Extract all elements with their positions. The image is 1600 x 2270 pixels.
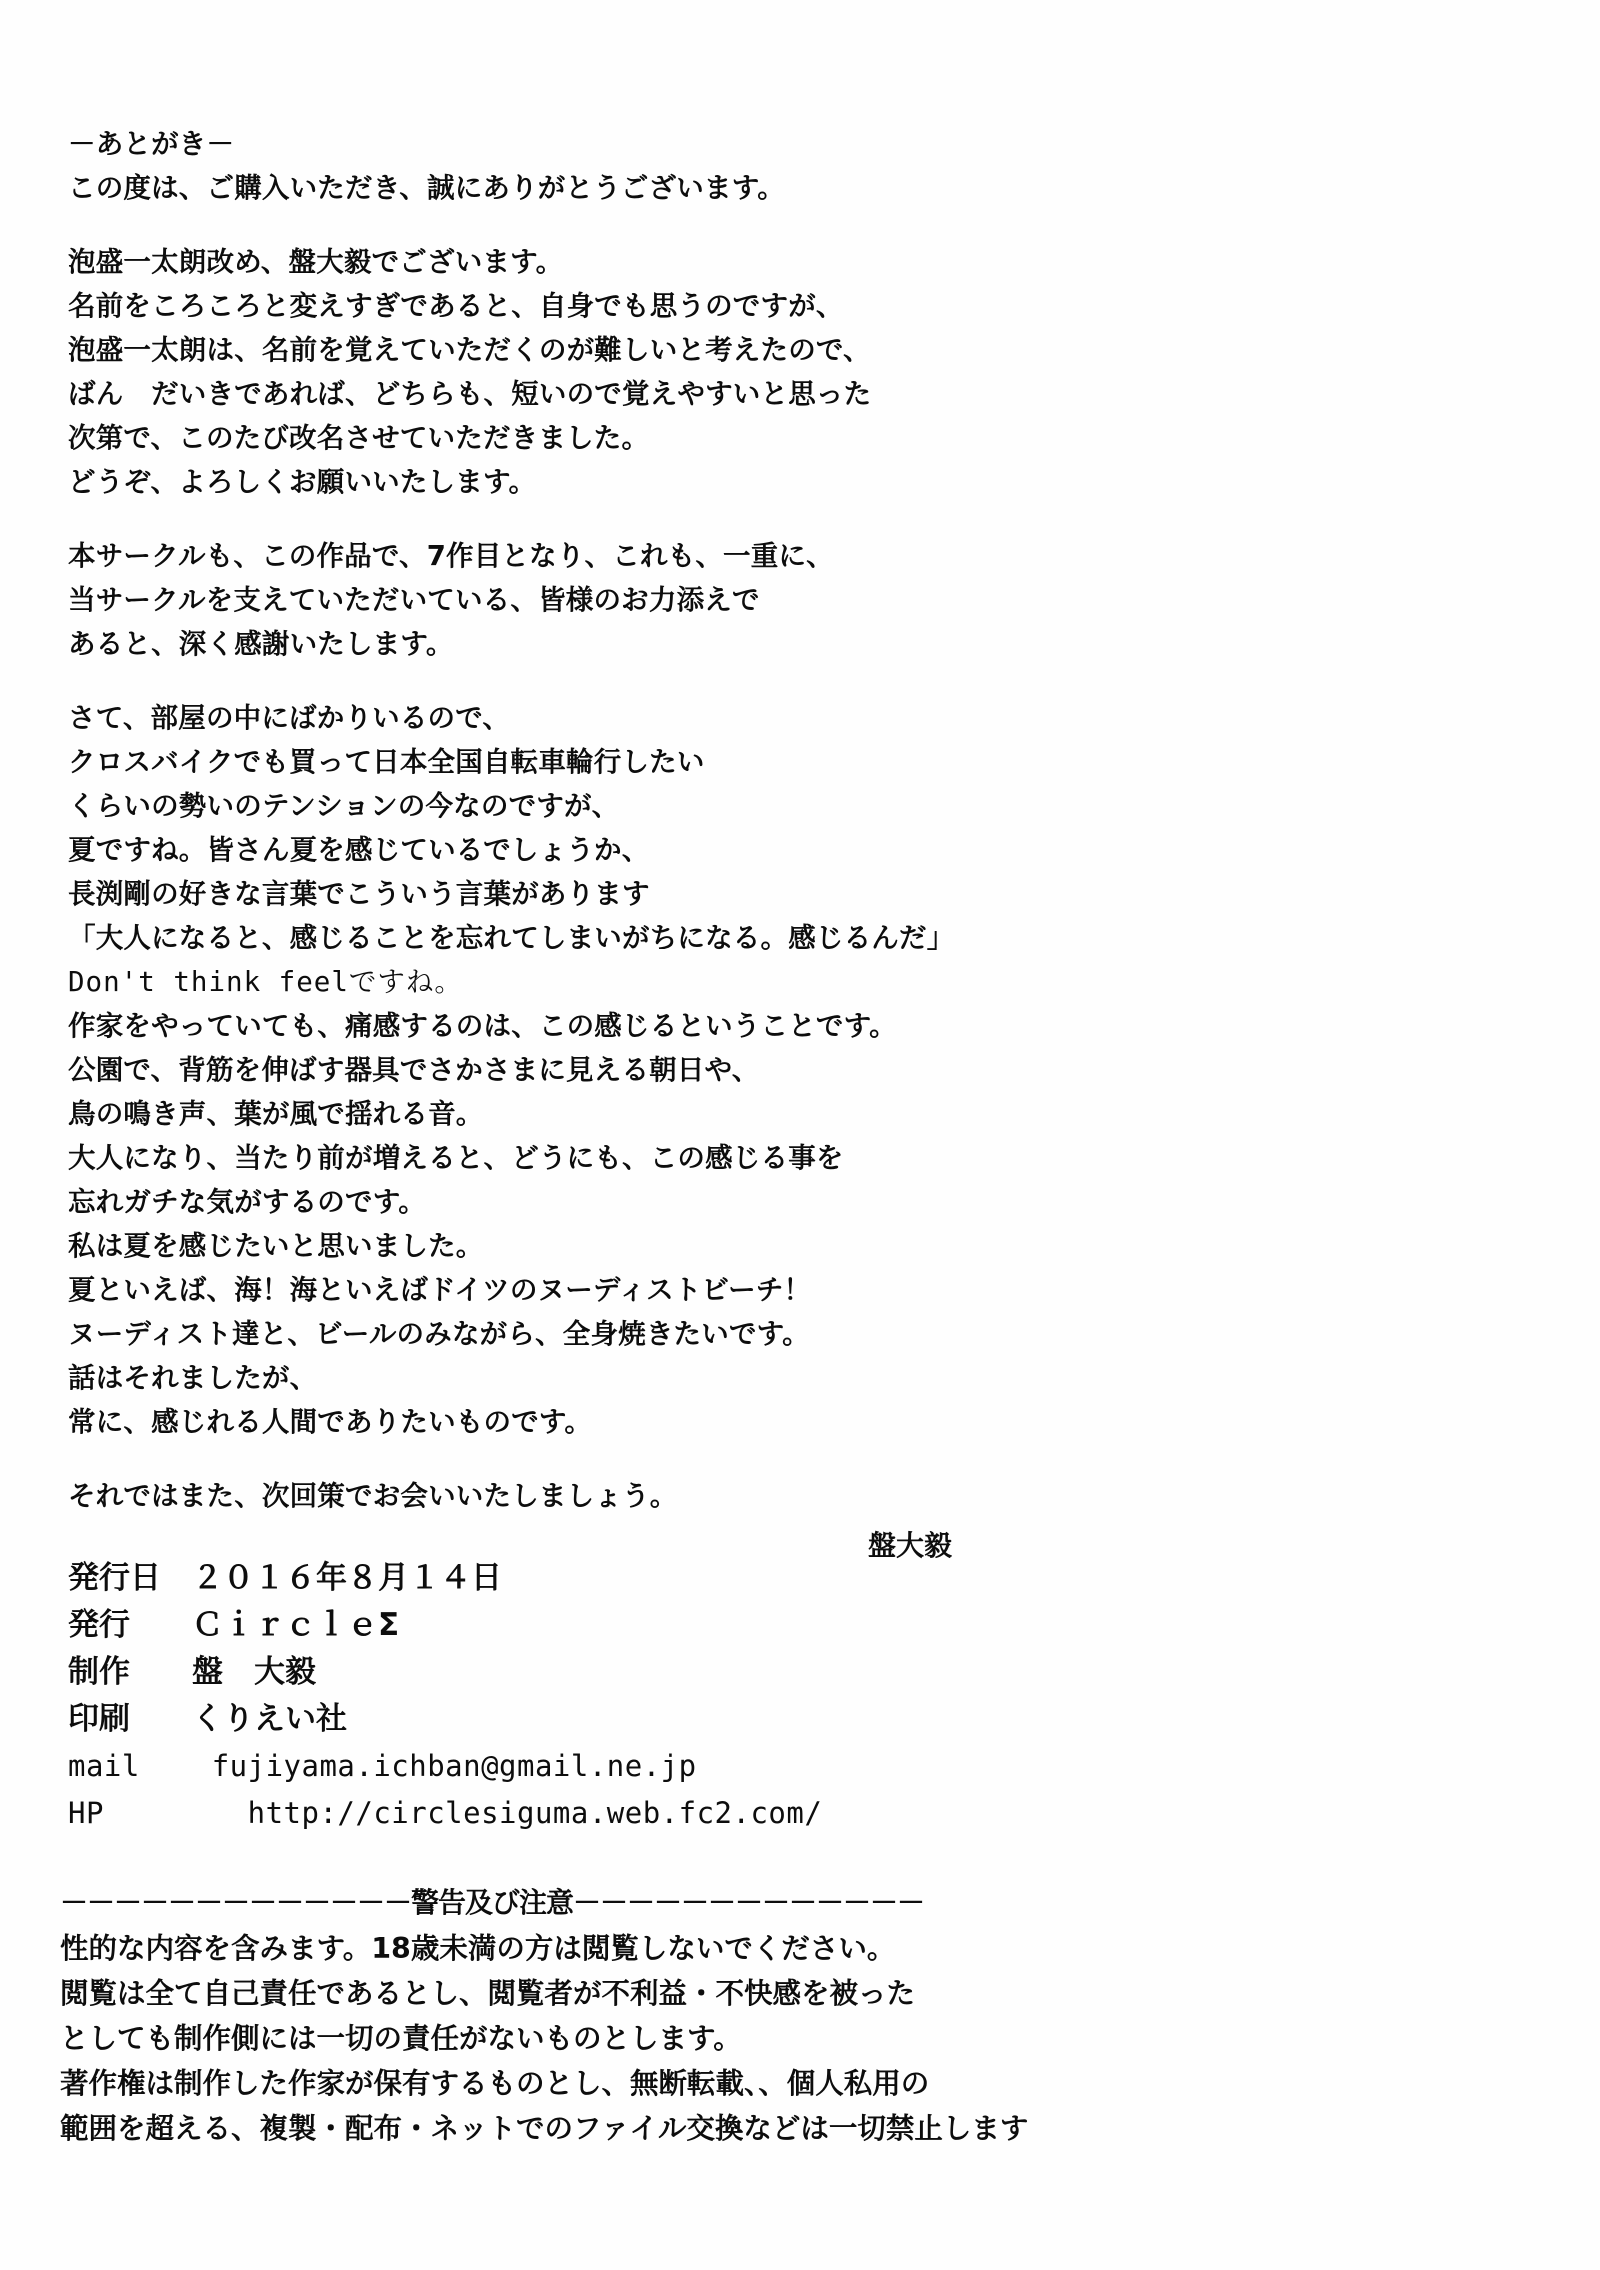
afterword-paragraph-summer (68, 696, 1508, 1444)
warning-title: 警告及び注意 (411, 1886, 574, 1919)
afterword-line: ばん だいきであれば、どちらも、短いので覚えやすいと思った (68, 378, 872, 410)
warning-line: 著作権は制作した作家が保有するものとし、無断転載、、個人私用の (60, 2067, 930, 2100)
afterword-line: 忘れガチな気がするのです。 (68, 1186, 426, 1218)
colophon-label: 発行 (68, 1607, 130, 1643)
colophon-label: 印刷 (68, 1701, 130, 1737)
afterword-line: 作家をやっていても、痛感するのは、この感じるということです。 (68, 1010, 897, 1042)
colophon-row-publish-date (68, 1555, 1508, 1602)
colophon-section (68, 1555, 1508, 1837)
afterword-paragraph-thanks (68, 534, 1508, 666)
colophon-row-publisher (68, 1602, 1508, 1649)
afterword-line: クロスバイクでも買って日本全国自転車輪行したい (68, 746, 705, 778)
colophon-label: 制作 (68, 1654, 130, 1690)
colophon-row-mail (68, 1743, 1508, 1790)
afterword-line: ヌーディスト達と、ビールのみながら、全身焼きたいです。 (68, 1318, 810, 1350)
warning-line: としても制作側には一切の責任がないものとします。 (60, 2022, 742, 2055)
afterword-line: 「大人になると、感じることを忘れてしまいがちになる。感じるんだ」 (68, 922, 955, 954)
colophon-value: ＣｉｒｃｌｅΣ (192, 1607, 400, 1643)
afterword-line: 泡盛一太朗改め、盤大毅でございます。 (68, 246, 564, 278)
afterword-line: 泡盛一太朗は、名前を覚えていただくのが難しいと考えたので、 (68, 334, 871, 366)
warning-line: 性的な内容を含みます。18歳未満の方は閲覧しないでください。 (60, 1932, 896, 1965)
afterword-line: 名前をころころと変えすぎであると、自身でも思うのですが、 (68, 290, 844, 322)
afterword-line: 鳥の鳴き声、葉が風で揺れる音。 (68, 1098, 484, 1130)
afterword-line: どうぞ、よろしくお願いいたします。 (68, 466, 537, 498)
colophon-value: ２０１６年８月１４日 (192, 1560, 502, 1596)
afterword-intro-paragraph (68, 122, 1508, 210)
afterword-line: この度は、ご購入いただき、誠にありがとうございます。 (68, 172, 785, 204)
warning-divider-right: －－－－－－－－－－－－－ (573, 1886, 925, 1919)
afterword-line: 夏といえば、海！海といえばドイツのヌーディストビーチ！ (68, 1274, 812, 1306)
afterword-line: 本サークルも、この作品で、7作目となり、これも、一重に、 (68, 540, 834, 572)
colophon-label: HP (68, 1796, 104, 1830)
afterword-paragraph-closing (68, 1474, 1508, 1568)
warning-title-bar (60, 1880, 1550, 1926)
afterword-line: 長渕剛の好きな言葉でこういう言葉があります (68, 878, 650, 910)
afterword-line: さて、部屋の中にばかりいるので、 (68, 702, 511, 734)
colophon-value-email[interactable]: fujiyama.ichban@gmail.ne.jp (211, 1749, 697, 1783)
warning-line: 範囲を超える、複製・配布・ネットでのファイル交換などは一切禁止します (60, 2112, 1029, 2145)
afterword-line: 常に、感じれる人間でありたいものです。 (68, 1406, 593, 1438)
warning-line: 閲覧は全て自己責任であるとし、閲覧者が不利益・不快感を被った (60, 1977, 916, 2010)
afterword-section (68, 122, 1508, 1598)
colophon-label: mail (68, 1749, 140, 1783)
afterword-paragraph-name-change (68, 240, 1508, 504)
afterword-line-quote-english: Don't think feelですね。 (68, 966, 463, 998)
afterword-line: それではまた、次回策でお会いいたしましょう。 (68, 1480, 678, 1512)
afterword-line: 次第で、このたび改名させていただきました。 (68, 422, 650, 454)
afterword-line: くらいの勢いのテンションの今なのですが、 (68, 790, 620, 822)
colophon-row-homepage (68, 1790, 1508, 1837)
colophon-value: 盤 大毅 (192, 1654, 316, 1690)
afterword-line: 私は夏を感じたいと思いました。 (68, 1230, 484, 1262)
author-signature: 盤大毅 (868, 1529, 953, 1562)
afterword-line: 夏ですね。皆さん夏を感じているでしょうか、 (68, 834, 650, 866)
afterword-line: 大人になり、当たり前が増えると、どうにも、この感じる事を (68, 1142, 844, 1174)
colophon-value: くりえい社 (192, 1701, 347, 1737)
colophon-row-printer (68, 1696, 1508, 1743)
colophon-label: 発行日 (68, 1560, 161, 1596)
afterword-line: あると、深く感謝いたします。 (68, 628, 454, 660)
warning-section (60, 1880, 1550, 2151)
afterword-heading: －あとがき－ (68, 128, 235, 160)
colophon-value-url[interactable]: http://circlesiguma.web.fc2.com/ (247, 1796, 823, 1830)
colophon-row-producer (68, 1649, 1508, 1696)
warning-divider-left: －－－－－－－－－－－－－ (60, 1886, 412, 1919)
afterword-line: 公園で、背筋を伸ばす器具でさかさまに見える朝日や、 (68, 1054, 760, 1086)
afterword-line: 当サークルを支えていただいている、皆様のお力添えで (68, 584, 760, 616)
afterword-line: 話はそれましたが、 (68, 1362, 318, 1394)
